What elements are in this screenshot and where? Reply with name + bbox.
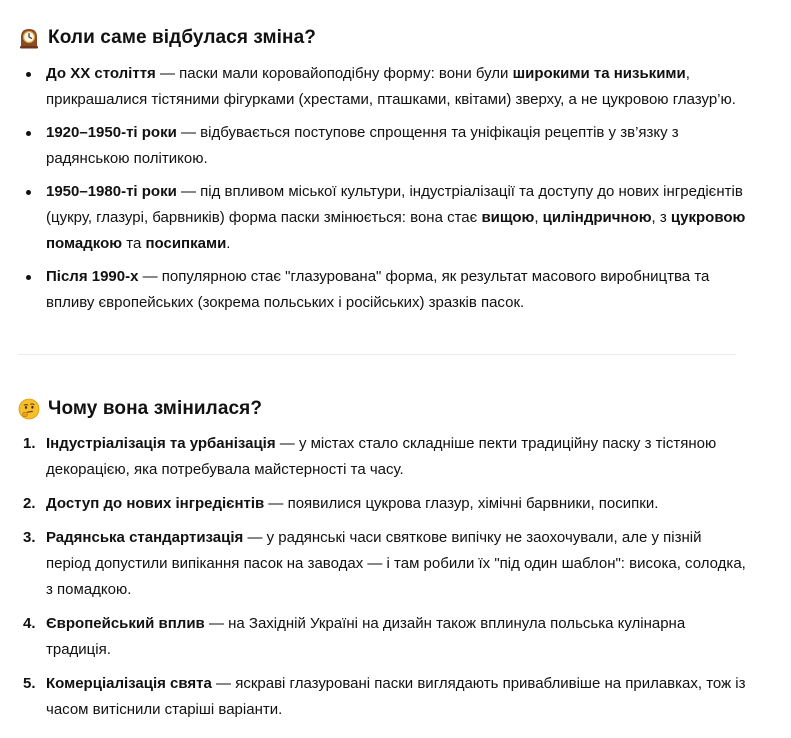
item-term: Індустріалізація та урбанізація <box>46 435 276 452</box>
item-text: — у радянські часи святкове випічку не заохочували, але у пізній період допустили випікання пасок на заводах — і там робили їх "під один шаблон": висока, солодка, з помадкою. <box>46 529 746 598</box>
item-term: Комерціалізація свята <box>46 675 212 692</box>
item-emphasis: вищою <box>481 209 535 226</box>
item-term: Доступ до нових інгредієнтів <box>46 495 265 512</box>
item-term: 1950–1980-ті роки <box>46 183 177 200</box>
section-why <box>18 395 748 723</box>
list-item <box>18 120 748 172</box>
item-number: 3. <box>23 529 36 546</box>
item-emphasis: широкими та низькими <box>512 65 686 82</box>
list-item <box>18 431 748 483</box>
item-text: , з <box>651 209 671 226</box>
item-number: 2. <box>23 495 36 512</box>
item-text: — у містах стало складніше пекти традиційну паску з тістяною декорацією, яка потребувала майстерності та часу. <box>46 435 717 478</box>
item-text: , <box>534 209 543 226</box>
item-text: , прикрашалися тістяними фігурками (хрестами, пташками, квітами) зверху, а не цукровою глазур’ю. <box>46 65 736 108</box>
item-text: — популярною стає "глазурована" форма, як результат масового виробництва та впливу європейських (зокрема польських і російських) зразків пасок. <box>46 268 710 311</box>
item-text: — паски мали коровайоподібну форму: вони були <box>155 65 513 82</box>
item-term: Європейський вплив <box>46 615 205 632</box>
section-when <box>18 24 748 316</box>
item-number: 4. <box>23 615 36 632</box>
item-text: — під впливом міської культури, індустріалізації та доступу до нових інгредієнтів (цукру, глазурі, барвників) форма паски змінюється: вона стає <box>46 183 743 226</box>
section-heading <box>18 395 748 423</box>
item-emphasis: цукровою помадкою <box>46 209 746 252</box>
item-emphasis: посипками <box>145 235 227 252</box>
item-term: Радянська стандартизація <box>46 529 244 546</box>
list-item <box>18 61 748 113</box>
mantel-clock-icon <box>18 27 40 49</box>
section-divider <box>18 354 736 355</box>
bullet-dot <box>26 72 31 77</box>
section-heading <box>18 24 748 52</box>
section-title: Чому вона змінилася? <box>48 398 263 419</box>
bullet-dot <box>26 131 31 136</box>
item-text: — на Західній Україні на дизайн також вплинула польська кулінарна традиція. <box>46 615 686 658</box>
list-item <box>18 525 748 603</box>
item-number: 5. <box>23 675 36 692</box>
list-item <box>18 179 748 257</box>
item-emphasis: циліндричною <box>542 209 652 226</box>
item-text: та <box>122 235 146 252</box>
bullet-list <box>18 61 748 316</box>
item-term: Після 1990-х <box>46 268 139 285</box>
list-item <box>18 491 748 517</box>
item-term: 1920–1950-ті роки <box>46 124 177 141</box>
bullet-dot <box>26 275 31 280</box>
item-text: — появилися цукрова глазур, хімічні барвники, посипки. <box>264 495 659 512</box>
item-term: До XX століття <box>46 65 156 82</box>
list-item <box>18 611 748 663</box>
bullet-dot <box>26 190 31 195</box>
item-text: — відбувається поступове спрощення та уніфікація рецептів у зв’язку з радянською політикою. <box>46 124 679 167</box>
numbered-list <box>18 431 748 723</box>
item-text: . <box>226 235 231 252</box>
list-item <box>18 671 748 723</box>
item-text: — яскраві глазуровані паски виглядають привабливіше на прилавках, тож із часом витіснили старіші варіанти. <box>46 675 746 718</box>
list-item <box>18 264 748 316</box>
section-title: Коли саме відбулася зміна? <box>48 27 316 48</box>
thinking-face-icon <box>18 398 40 420</box>
item-number: 1. <box>23 435 36 452</box>
